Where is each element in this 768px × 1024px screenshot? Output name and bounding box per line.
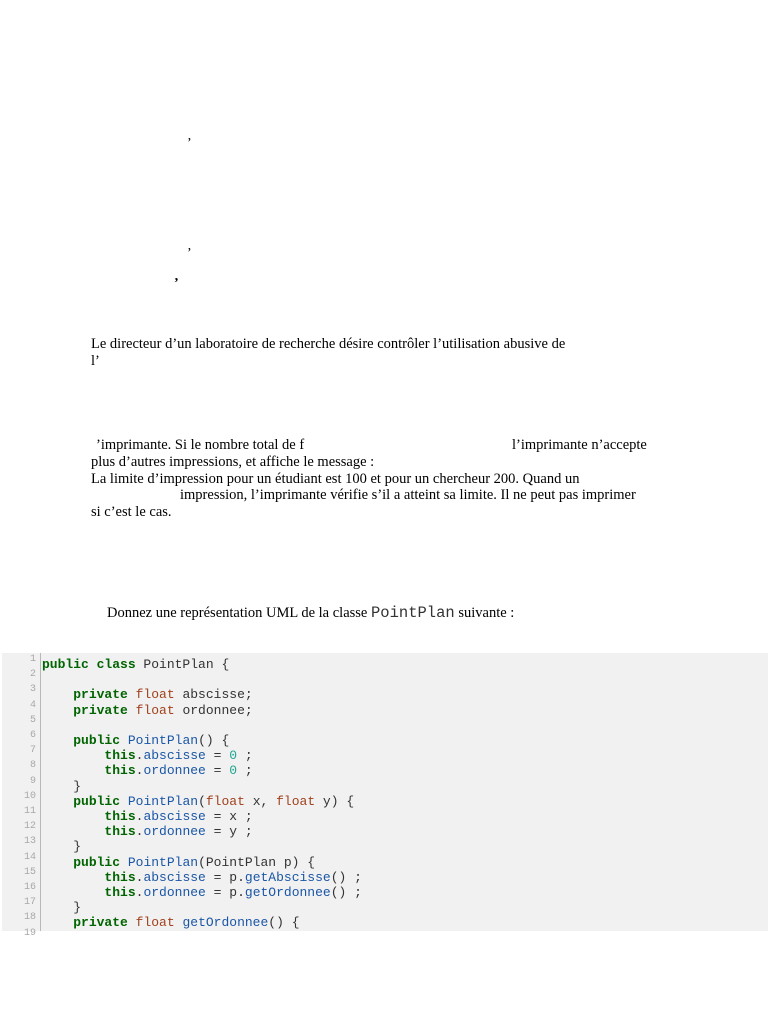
paragraph-line: Le directeur d’un laboratoire de recherche désire contrôler l’utilisation abusive de bbox=[91, 336, 566, 352]
code-token: ; bbox=[237, 748, 253, 764]
code-token: () ; bbox=[330, 885, 362, 900]
code-token: private bbox=[73, 702, 128, 718]
code-token: getOrdonnee bbox=[244, 885, 331, 900]
code-listing bbox=[2, 653, 768, 939]
code-line bbox=[42, 748, 253, 763]
code-line bbox=[42, 809, 253, 824]
code-token bbox=[120, 794, 128, 809]
code-token: private bbox=[73, 687, 128, 703]
code-token: float bbox=[135, 687, 175, 703]
code-token bbox=[42, 870, 104, 885]
code-token: = bbox=[205, 748, 230, 764]
code-token: = p. bbox=[205, 869, 245, 885]
code-token: . bbox=[135, 763, 144, 779]
code-line bbox=[42, 733, 229, 748]
code-token: x, bbox=[244, 793, 277, 809]
line-number: 6 bbox=[29, 730, 36, 741]
stray-mark: ’ bbox=[187, 136, 192, 151]
code-token: } bbox=[42, 900, 82, 916]
code-line bbox=[42, 657, 229, 672]
code-token: public bbox=[73, 854, 121, 870]
paragraph-line: La limite d’impression pour un étudiant est 100 et pour un chercheur 200. Quand un bbox=[91, 471, 580, 487]
code-token bbox=[128, 687, 136, 702]
paragraph-line: l’imprimante n’accepte bbox=[512, 437, 647, 453]
code-token bbox=[120, 855, 128, 870]
code-line bbox=[42, 794, 354, 809]
code-token: abscisse bbox=[143, 809, 206, 824]
paragraph-line: l’ bbox=[91, 353, 100, 369]
code-token: ordonnee bbox=[143, 885, 206, 900]
line-number: 19 bbox=[23, 927, 36, 939]
code-line bbox=[42, 703, 253, 718]
code-token: private bbox=[73, 915, 128, 931]
code-token: this bbox=[104, 748, 136, 764]
code-token: abscisse bbox=[143, 869, 206, 885]
stray-mark: ’ bbox=[187, 246, 192, 261]
question-text-end: suivante : bbox=[454, 605, 515, 621]
code-token bbox=[128, 703, 136, 718]
uml-question bbox=[107, 604, 514, 622]
code-token bbox=[42, 733, 73, 748]
code-token bbox=[42, 824, 104, 839]
code-token: getAbscisse bbox=[244, 869, 331, 885]
code-token bbox=[42, 885, 104, 900]
code-token: } bbox=[42, 839, 82, 855]
code-token bbox=[42, 809, 104, 824]
code-token: y) { bbox=[315, 793, 355, 809]
code-line bbox=[42, 855, 315, 870]
class-name: PointPlan bbox=[371, 604, 455, 622]
code-token: () { bbox=[268, 915, 300, 931]
line-number: 14 bbox=[23, 851, 36, 863]
code-token: ordonnee bbox=[143, 824, 206, 840]
line-number: 18 bbox=[23, 912, 36, 924]
code-token bbox=[42, 855, 73, 870]
code-token: public class bbox=[42, 657, 136, 672]
code-token: . bbox=[135, 748, 144, 764]
code-line bbox=[42, 687, 253, 702]
code-token: . bbox=[135, 809, 144, 824]
code-token: float bbox=[135, 702, 175, 718]
code-token bbox=[42, 915, 73, 930]
question-text: Donnez une représentation UML de la classe bbox=[107, 605, 371, 621]
code-token: PointPlan bbox=[127, 854, 199, 870]
line-number: 3 bbox=[29, 684, 36, 696]
code-token: () { bbox=[198, 733, 230, 748]
code-line bbox=[42, 779, 81, 794]
code-token: PointPlan { bbox=[135, 657, 230, 672]
code-token: ( bbox=[198, 793, 206, 809]
code-token: float bbox=[135, 915, 175, 931]
line-number: 13 bbox=[23, 836, 36, 848]
code-token: this bbox=[104, 869, 136, 885]
line-number: 7 bbox=[29, 745, 36, 757]
line-number: 5 bbox=[29, 714, 36, 726]
code-token: } bbox=[42, 778, 82, 794]
code-line bbox=[42, 839, 81, 854]
code-token bbox=[128, 915, 136, 930]
line-number: 1 bbox=[29, 654, 36, 665]
code-token: PointPlan bbox=[127, 733, 199, 748]
line-number-gutter bbox=[2, 653, 41, 939]
line-number: 11 bbox=[23, 806, 36, 817]
code-token: = y ; bbox=[205, 824, 253, 840]
line-number: 17 bbox=[23, 897, 36, 909]
code-token: public bbox=[73, 733, 121, 748]
code-token: float bbox=[276, 793, 316, 809]
code-token: float bbox=[205, 793, 245, 809]
code-token: = x ; bbox=[205, 809, 253, 824]
code-token: public bbox=[73, 793, 121, 809]
line-number: 4 bbox=[29, 699, 36, 711]
paragraph-line: ’imprimante. Si le nombre total de f bbox=[96, 437, 305, 453]
line-number: 2 bbox=[29, 669, 36, 681]
stray-mark: ’ bbox=[174, 276, 179, 291]
paragraph-line: si c’est le cas. bbox=[91, 504, 172, 520]
code-token bbox=[42, 703, 73, 718]
line-number: 9 bbox=[29, 775, 36, 787]
code-token: . bbox=[135, 869, 144, 885]
code-line bbox=[42, 885, 362, 900]
code-token: getOrdonnee bbox=[182, 915, 269, 931]
code-token: 0 bbox=[229, 748, 238, 764]
code-token: abscisse bbox=[143, 748, 206, 764]
code-token: abscisse; bbox=[174, 687, 253, 703]
code-line bbox=[42, 870, 362, 885]
code-token bbox=[120, 733, 128, 748]
code-token bbox=[42, 763, 104, 778]
code-token bbox=[42, 794, 73, 809]
code-token bbox=[42, 748, 104, 763]
code-line bbox=[42, 915, 300, 930]
code-line bbox=[42, 900, 81, 915]
code-token: ordonnee; bbox=[174, 702, 253, 718]
code-token: () ; bbox=[330, 869, 362, 885]
code-token: PointPlan bbox=[127, 793, 199, 809]
code-token: . bbox=[135, 885, 144, 900]
line-number: 15 bbox=[23, 866, 36, 878]
code-token: this bbox=[104, 885, 136, 900]
line-number: 12 bbox=[23, 821, 36, 833]
code-token: = p. bbox=[205, 885, 245, 900]
code-token: ; bbox=[237, 763, 253, 779]
code-token: this bbox=[104, 763, 136, 779]
paragraph-line: impression, l’imprimante vérifie s’il a atteint sa limite. Il ne peut pas imprimer bbox=[180, 487, 636, 503]
code-line bbox=[42, 824, 253, 839]
code-token: 0 bbox=[229, 763, 238, 779]
line-number: 10 bbox=[23, 790, 36, 802]
code-token: ordonnee bbox=[143, 763, 206, 779]
code-token: (PointPlan p) { bbox=[198, 854, 316, 870]
code-token: this bbox=[104, 809, 136, 824]
code-line bbox=[42, 763, 253, 778]
line-number: 8 bbox=[29, 760, 36, 772]
code-token: this bbox=[104, 824, 136, 840]
code-token: . bbox=[135, 824, 144, 840]
code-token bbox=[42, 687, 73, 702]
code-token: = bbox=[205, 763, 230, 779]
paragraph-line: plus d’autres impressions, et affiche le message : bbox=[91, 454, 375, 470]
line-number: 16 bbox=[23, 882, 36, 893]
